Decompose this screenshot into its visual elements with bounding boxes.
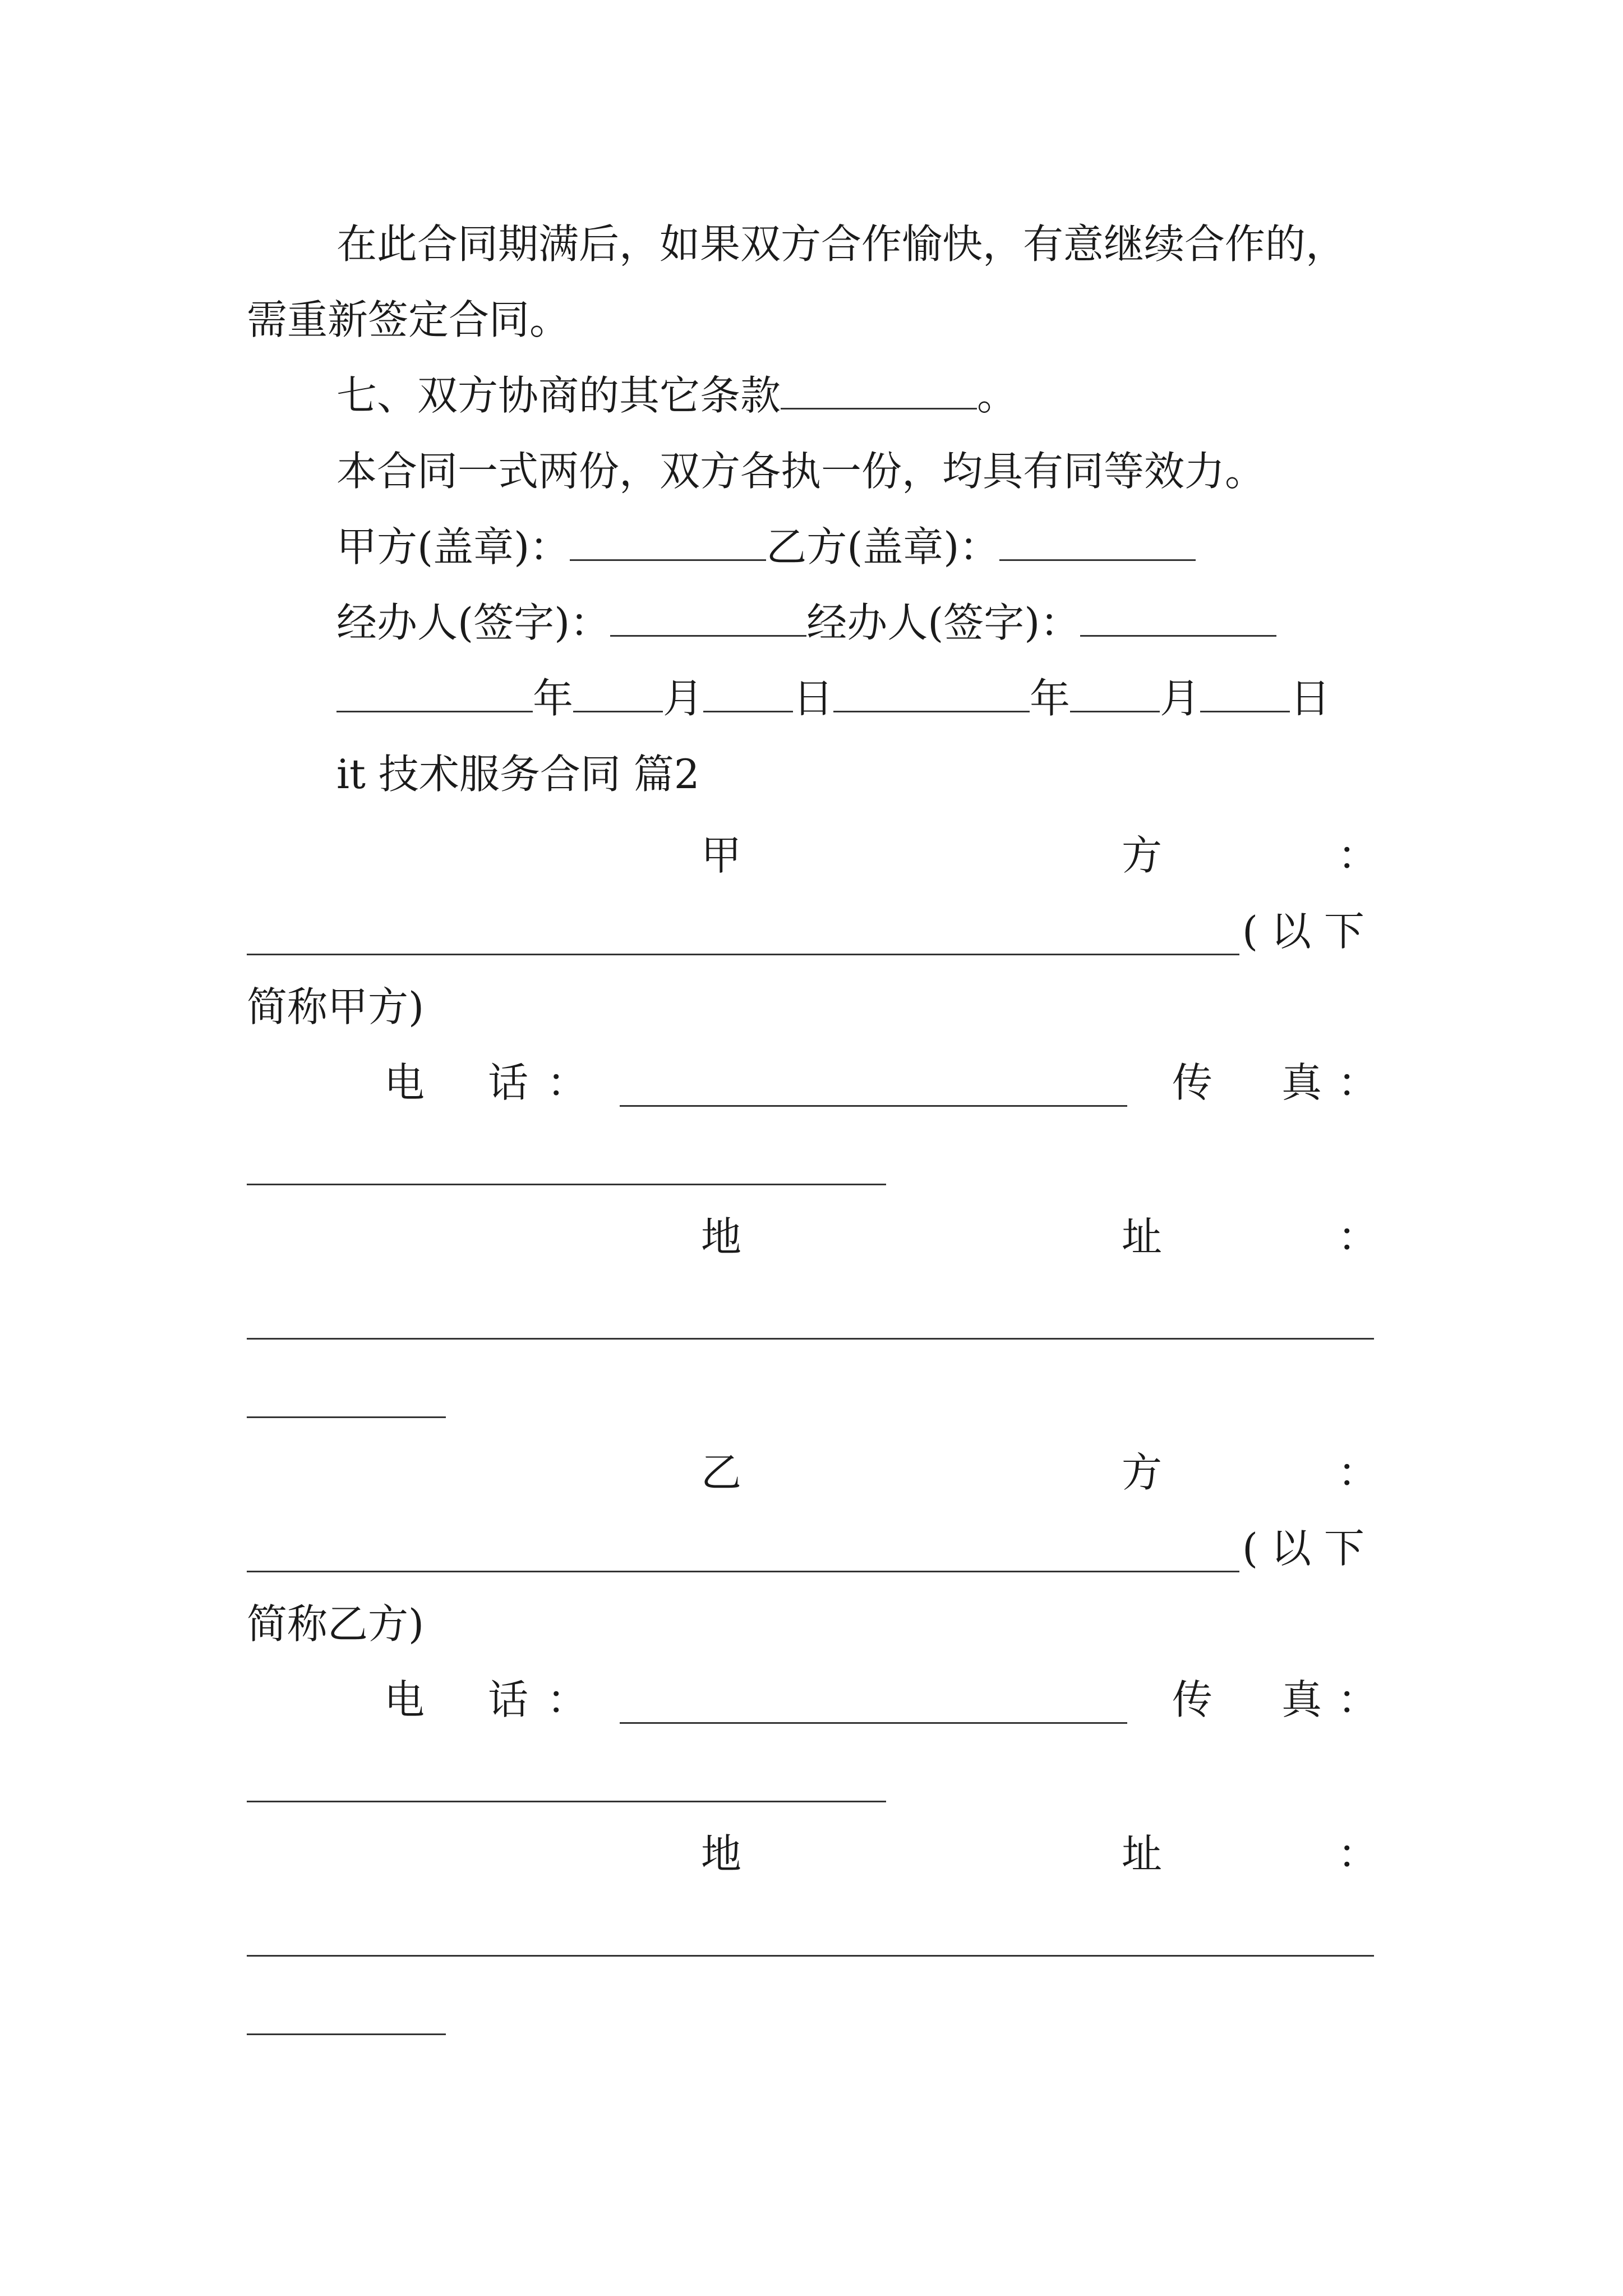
- party-b-phone-colon: ：: [547, 1676, 588, 1723]
- handler-line: [336, 595, 1276, 651]
- party-a-seal-blank: [570, 519, 766, 561]
- handler-b-blank: [1080, 595, 1276, 637]
- party-a-phone-c2: 话: [488, 1059, 529, 1106]
- party-b-addr-c2: 址: [1122, 1830, 1163, 1878]
- party-b-colon: ：: [1338, 1449, 1378, 1496]
- date-a-day-blank: [703, 670, 793, 712]
- renewal-text-line2: 需重新签定合同。: [247, 296, 570, 343]
- party-a-addr-c2: 址: [1122, 1213, 1163, 1260]
- party-a-name-blank: [247, 954, 1239, 955]
- date-a-month: 月: [663, 675, 704, 722]
- clause-7-blank: [781, 367, 977, 409]
- party-a-fax-c1: 传: [1172, 1059, 1213, 1106]
- party-b-label-char2: 方: [1122, 1449, 1163, 1496]
- date-a-month-blank: [573, 670, 663, 712]
- date-b-year: 年: [1030, 675, 1071, 722]
- party-b-phone-c2: 话: [488, 1676, 529, 1723]
- party-a-phone-c1: 电: [384, 1059, 425, 1106]
- party-b-fax-colon: ：: [1338, 1676, 1378, 1723]
- party-b-addr-blank-2: [247, 2033, 446, 2035]
- renewal-text-line1: 在此合同期满后，如果双方合作愉快，有意继续合作的，: [336, 220, 1347, 268]
- party-a-colon: ：: [1338, 832, 1378, 879]
- party-b-label-char1: 乙: [701, 1449, 742, 1496]
- clause-7-end: 。: [977, 372, 1018, 419]
- party-b-seal-label: 乙方(盖章)：: [766, 523, 1000, 570]
- party-a-fax-c2: 真: [1281, 1059, 1322, 1106]
- handler-b-label: 经办人(签字)：: [806, 599, 1081, 646]
- party-a-fax-blank: [247, 1184, 886, 1185]
- party-b-phone-blank: [620, 1722, 1127, 1724]
- party-a-phone-colon: ：: [547, 1059, 588, 1106]
- party-b-abbr-line2: 简称乙方): [247, 1600, 425, 1648]
- seal-line: [336, 519, 1196, 575]
- clause-7: [336, 367, 1017, 424]
- date-b-day: 日: [1290, 675, 1331, 722]
- date-b-month-blank: [1070, 670, 1160, 712]
- party-b-seal-blank: [999, 519, 1196, 561]
- party-a-addr-blank-1: [247, 1338, 1374, 1340]
- handler-a-label: 经办人(签字)：: [336, 599, 611, 646]
- party-b-addr-blank-1: [247, 1955, 1374, 1957]
- party-b-addr-colon: ：: [1338, 1830, 1378, 1878]
- party-a-addr-c1: 地: [701, 1213, 742, 1260]
- party-a-abbr-open: ( 以 下: [1242, 908, 1364, 955]
- party-a-addr-colon: ：: [1338, 1213, 1378, 1260]
- party-a-fax-colon: ：: [1338, 1059, 1378, 1106]
- party-b-addr-c1: 地: [701, 1830, 742, 1878]
- party-b-name-blank: [247, 1571, 1239, 1572]
- date-a-year: 年: [533, 675, 574, 722]
- party-b-fax-c1: 传: [1172, 1676, 1213, 1723]
- date-b-year-blank: [833, 670, 1030, 712]
- party-a-seal-label: 甲方(盖章)：: [336, 523, 570, 570]
- party-a-label-char2: 方: [1122, 832, 1163, 879]
- date-a-day: 日: [793, 675, 834, 722]
- handler-a-blank: [610, 595, 806, 637]
- party-b-abbr-open: ( 以 下: [1242, 1525, 1364, 1572]
- party-a-abbr-line2: 简称甲方): [247, 983, 425, 1030]
- party-b-fax-c2: 真: [1281, 1676, 1322, 1723]
- party-a-addr-blank-2: [247, 1416, 446, 1418]
- date-line: [336, 670, 1330, 726]
- date-b-day-blank: [1200, 670, 1290, 712]
- party-a-label-char1: 甲: [701, 832, 742, 879]
- party-b-fax-blank: [247, 1801, 886, 1802]
- party-b-phone-c1: 电: [384, 1676, 425, 1723]
- date-a-year-blank: [336, 670, 533, 712]
- section-title: it 技术服务合同 篇2: [336, 751, 700, 798]
- clause-7-label: 七、双方协商的其它条款: [336, 372, 781, 419]
- party-a-phone-blank: [620, 1105, 1127, 1107]
- date-b-month: 月: [1160, 675, 1201, 722]
- copies-clause: 本合同一式两份，双方各执一份，均具有同等效力。: [336, 448, 1266, 495]
